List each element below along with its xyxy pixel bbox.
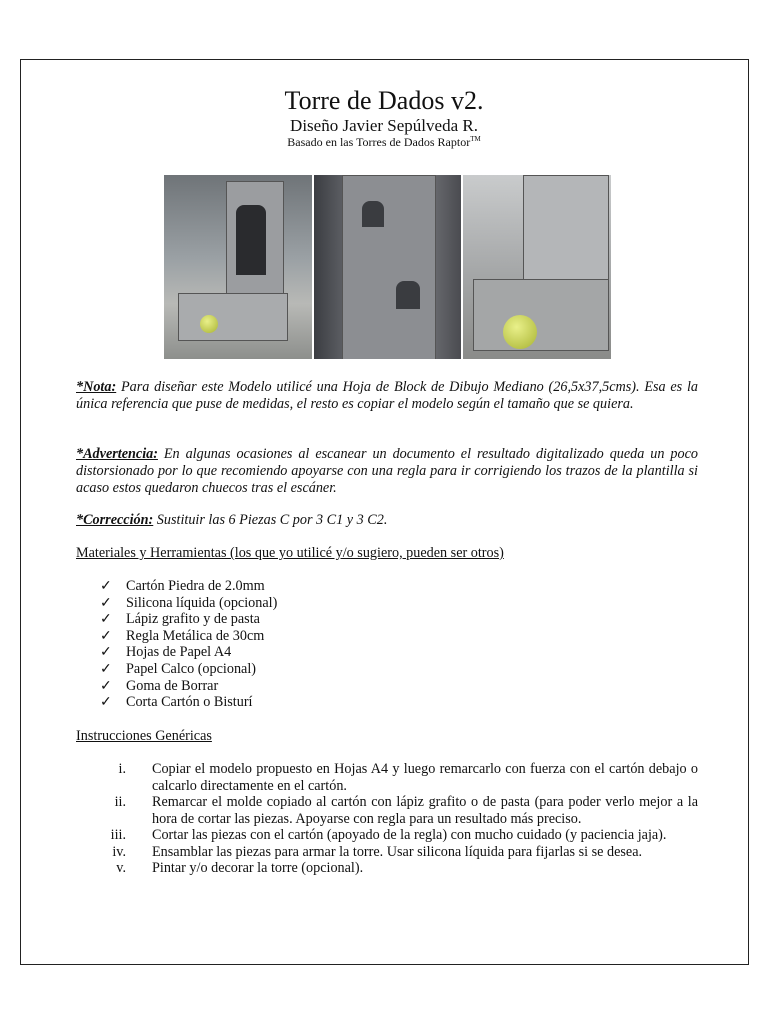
checkmark-icon: ✓ — [100, 578, 112, 594]
list-item — [76, 860, 698, 877]
checkmark-icon: ✓ — [100, 611, 112, 628]
list-item: ✓ Cartón Piedra de 2.0mm — [100, 578, 265, 594]
tower-photo-side — [314, 175, 462, 359]
materials-list — [100, 578, 277, 711]
list-item: ✓ Corta Cartón o Bisturí — [100, 694, 253, 711]
warning-paragraph — [76, 446, 698, 497]
list-item — [76, 761, 698, 794]
list-item: ✓ Silicona líquida (opcional) — [100, 594, 278, 611]
item-text: Remarcar el molde copiado al cartón con lápiz grafito o de pasta (para poder verlo mejor a la hora de cortar las piezas. Apoyarse con regla para un resultado más preciso. — [152, 794, 698, 827]
item-number: ii. — [114, 794, 126, 810]
tower-photo-tray-dice — [463, 175, 611, 359]
list-item — [76, 827, 698, 844]
warning-label: *Advertencia: — [76, 446, 158, 462]
list-item — [76, 844, 698, 861]
photo-strip — [164, 175, 611, 359]
document-title: Torre de Dados v2. — [284, 86, 484, 115]
based-on-text: Basado en las Torres de Dados Raptor — [287, 135, 471, 149]
list-item: ✓ Lápiz grafito y de pasta — [100, 611, 260, 628]
checkmark-icon: ✓ — [100, 660, 112, 677]
item-number: v. — [116, 860, 126, 876]
warning-text: En algunas ocasiones al escanear un documento el resultado digitalizado queda un poco distorsionado por lo que recomiendo apoyarse con una regla para ir corrigiendo los trazos de la plantilla si acaso estos quedaron chuecos tras el escáner. — [76, 446, 698, 496]
item-number: iv. — [112, 843, 126, 860]
correction-paragraph — [76, 512, 698, 529]
correction-label: *Corrección: — [76, 512, 154, 528]
item-text: Pintar y/o decorar la torre (opcional). — [152, 860, 364, 876]
checkmark-icon: ✓ — [100, 694, 112, 711]
checkmark-icon: ✓ — [100, 677, 112, 694]
list-item: ✓ Goma de Borrar — [100, 677, 219, 694]
based-on-line — [0, 135, 768, 150]
note-label: *Nota: — [76, 379, 117, 395]
item-text: Cortar las piezas con el cartón (apoyado de la regla) con mucho cuidado (y paciencia jaja). — [152, 827, 667, 843]
note-text: Para diseñar este Modelo utilicé una Hoja de Block de Dibujo Mediano (26,5x37,5cms). Esa es la única referencia que puse de medidas, el resto es copiar el modelo según el tamaño que se quiera. — [76, 379, 698, 412]
list-item: ✓ Hojas de Papel A4 — [100, 644, 232, 661]
item-number: iii. — [110, 827, 126, 843]
list-item — [76, 794, 698, 827]
checkmark-icon: ✓ — [100, 644, 112, 661]
instructions-list — [76, 761, 698, 877]
materials-heading: Materiales y Herramientas (los que yo utilicé y/o sugiero, pueden ser otros) — [76, 545, 504, 561]
item-text: Ensamblar las piezas para armar la torre. Usar silicona líquida para fijarlas si se desea. — [152, 843, 643, 860]
checkmark-icon: ✓ — [100, 627, 112, 644]
instructions-heading: Instrucciones Genéricas — [76, 728, 212, 744]
tower-photo-front — [164, 175, 312, 359]
document-subtitle: Diseño Javier Sepúlveda R. — [290, 116, 478, 135]
list-item: ✓ Papel Calco (opcional) — [100, 660, 257, 677]
correction-text: Sustituir las 6 Piezas C por 3 C1 y 3 C2. — [153, 512, 388, 528]
item-text: Copiar el modelo propuesto en Hojas A4 y luego remarcarlo con fuerza con el cartón debajo o calcarlo directamente en el cartón. — [152, 761, 698, 794]
checkmark-icon: ✓ — [100, 594, 112, 611]
item-number: i. — [118, 761, 126, 777]
list-item: ✓ Regla Metálica de 30cm — [100, 627, 265, 644]
trademark-mark: TM — [470, 135, 481, 143]
note-paragraph — [76, 379, 698, 413]
